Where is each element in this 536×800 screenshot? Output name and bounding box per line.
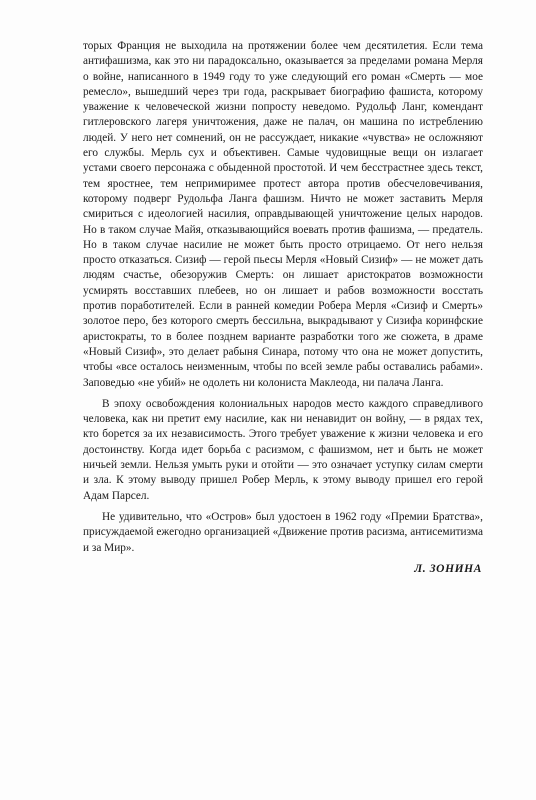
author-signature: Л. ЗОНИНА [414,562,482,575]
article-text [83,39,483,577]
paragraph-2: В эпоху освобождения колониальных народов место каждого справедливого человека, как ни претит ему насилие, как ни ненавидит он войну, — в рядах тех, кто борется за их независимость. Этого требует уважение к жизни человека и его достоинству. Когда идет борьба с расизмом, с фашизмом, нет и быть не может ничьей земли. Нельзя умыть руки и отойти — это означает уступку силам смерти и зла. К этому выводу пришел Робер Мерль, к этому выводу пришел его герой Адам Парсел. [83,397,483,502]
paragraph-3: Не удивительно, что «Остров» был удостоен в 1962 году «Премии Братства», присуждаемой ежегодно организацией «Движение против расизма, антисемитизма и за Мир». [83,510,483,554]
paragraph-1: торых Франция не выходила на протяжении более чем десятилетия. Если тема антифашизма, как это ни парадоксально, оказывается за пределами романа Мерля о войне, написанного в 1949 году то уже следующий его роман «Смерть — мое ремесло», вышедший через три года, раскрывает биографию фашиста, которому уважение к человеческой жизни попросту неведомо. Рудольф Ланг, комендант гитлеровского лагеря уничтожения, даже не палач, он машина по истреблению людей. У него нет сомнений, он не рассуждает, никакие «чувства» не осложняют его службы. Мерль сух и объективен. Самые чудовищные вещи он излагает устами своего персонажа с обыденной простотой. И чем бесстрастнее здесь текст, тем яростнее, тем непримиримее протест автора против обесчеловечивания, которому подверг Рудольфа Ланга фашизм. Ничто не может заставить Мерля смириться с идеологией насилия, оправдывающей уничтожение целых народов. Но в таком случае Майя, отказывающийся воевать против фашизма, — предатель. Но в таком случае насилие не может быть просто отрицаемо. От него нельзя просто отказаться. Сизиф — герой пьесы Мерля «Новый Сизиф» — не может дать людям счастье, обезоружив Смерть: он лишает аристократов возможности усмирять восставших плебеев, но он лишает и рабов возможности восстать против поработителей. Если в ранней комедии Робера Мерля «Сизиф и Смерть» золотое перо, без которого смерть бессильна, выкрадывают у Сизифа коринфские аристократы, то в более позднем варианте разработки того же сюжета, в драме «Новый Сизиф», это делает рабыня Синара, потому что она не может допустить, чтобы «все осталось неизменным, чтобы по всей земле рабы оставались рабами». Заповедью «не убий» не одолеть ни колониста Маклеода, ни палача Ланга. [83,40,483,389]
